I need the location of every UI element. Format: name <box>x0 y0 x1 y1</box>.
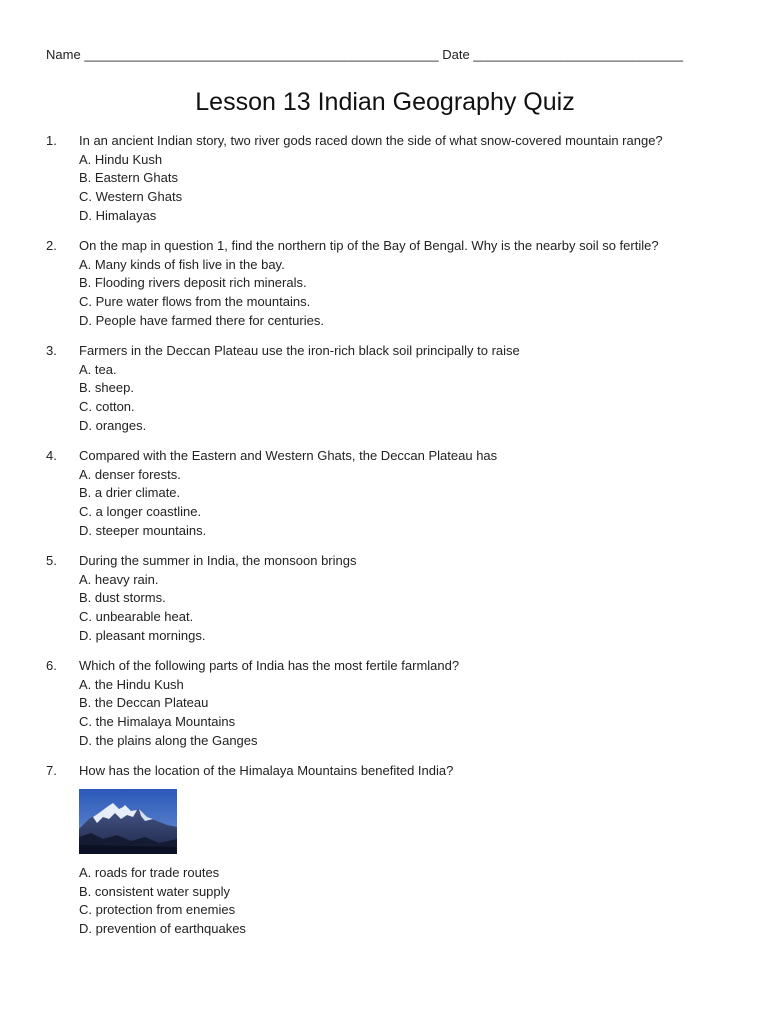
answer-option: D. steeper mountains. <box>79 522 207 538</box>
answer-option: C. protection from enemies <box>79 902 236 918</box>
answer-option: C. unbearable heat. <box>79 609 194 625</box>
name-label: Name <box>46 47 81 62</box>
answer-option: D. Himalayas <box>79 207 157 223</box>
answer-option: C. Western Ghats <box>79 189 183 205</box>
question-list <box>46 132 726 950</box>
question-text: Which of the following parts of India has the most fertile farmland? <box>79 658 460 674</box>
question-4 <box>46 447 726 541</box>
question-6 <box>46 657 726 751</box>
answer-option: C. a longer coastline. <box>79 504 202 520</box>
answer-option: D. oranges. <box>79 417 147 433</box>
question-7 <box>46 762 726 939</box>
answer-option: A. the Hindu Kush <box>79 676 184 692</box>
question-number: 3. <box>46 343 57 359</box>
answer-option: B. consistent water supply <box>79 883 231 899</box>
question-text: On the map in question 1, find the northern tip of the Bay of Bengal. Why is the nearby soil so fertile? <box>79 238 659 254</box>
question-1 <box>46 132 726 226</box>
question-number: 2. <box>46 238 57 254</box>
name-blank[interactable]: _________________________________________________ <box>84 47 439 62</box>
answer-option: D. the plains along the Ganges <box>79 732 258 748</box>
answer-option: D. People have farmed there for centuries. <box>79 312 324 328</box>
question-number: 4. <box>46 448 57 464</box>
answer-option: C. the Himalaya Mountains <box>79 714 236 730</box>
answer-option: B. the Deccan Plateau <box>79 695 209 711</box>
date-label: Date <box>442 47 470 62</box>
answer-option: B. a drier climate. <box>79 485 181 501</box>
answer-option: B. dust storms. <box>79 590 166 606</box>
page-title: Lesson 13 Indian Geography Quiz <box>195 88 575 116</box>
answer-option: A. roads for trade routes <box>79 864 220 880</box>
answer-option: A. tea. <box>79 361 117 377</box>
answer-option: D. pleasant mornings. <box>79 627 206 643</box>
date-blank[interactable]: _____________________________ <box>473 47 683 62</box>
answer-option: A. Many kinds of fish live in the bay. <box>79 256 285 272</box>
himalaya-mountains-photo <box>79 789 177 854</box>
question-number: 5. <box>46 553 57 569</box>
question-number: 7. <box>46 763 57 779</box>
answer-option: C. Pure water flows from the mountains. <box>79 294 311 310</box>
question-text: During the summer in India, the monsoon brings <box>79 553 357 569</box>
question-3 <box>46 342 726 436</box>
question-2 <box>46 237 726 331</box>
question-number: 6. <box>46 658 57 674</box>
question-number: 1. <box>46 133 57 148</box>
answer-option: D. prevention of earthquakes <box>79 920 246 936</box>
question-text: In an ancient Indian story, two river gods raced down the side of what snow-covered mountain range? <box>79 133 663 148</box>
question-text: Compared with the Eastern and Western Ghats, the Deccan Plateau has <box>79 448 498 464</box>
question-5 <box>46 552 726 646</box>
question-text: Farmers in the Deccan Plateau use the iron-rich black soil principally to raise <box>79 343 520 359</box>
answer-option: B. Eastern Ghats <box>79 170 178 186</box>
name-date-header <box>46 47 683 62</box>
answer-option: B. sheep. <box>79 380 134 396</box>
answer-option: A. Hindu Kush <box>79 151 163 167</box>
answer-option: B. Flooding rivers deposit rich minerals. <box>79 275 307 291</box>
question-text: How has the location of the Himalaya Mountains benefited India? <box>79 763 454 779</box>
answer-option: A. heavy rain. <box>79 571 159 587</box>
answer-option: A. denser forests. <box>79 466 181 482</box>
answer-option: C. cotton. <box>79 399 135 415</box>
